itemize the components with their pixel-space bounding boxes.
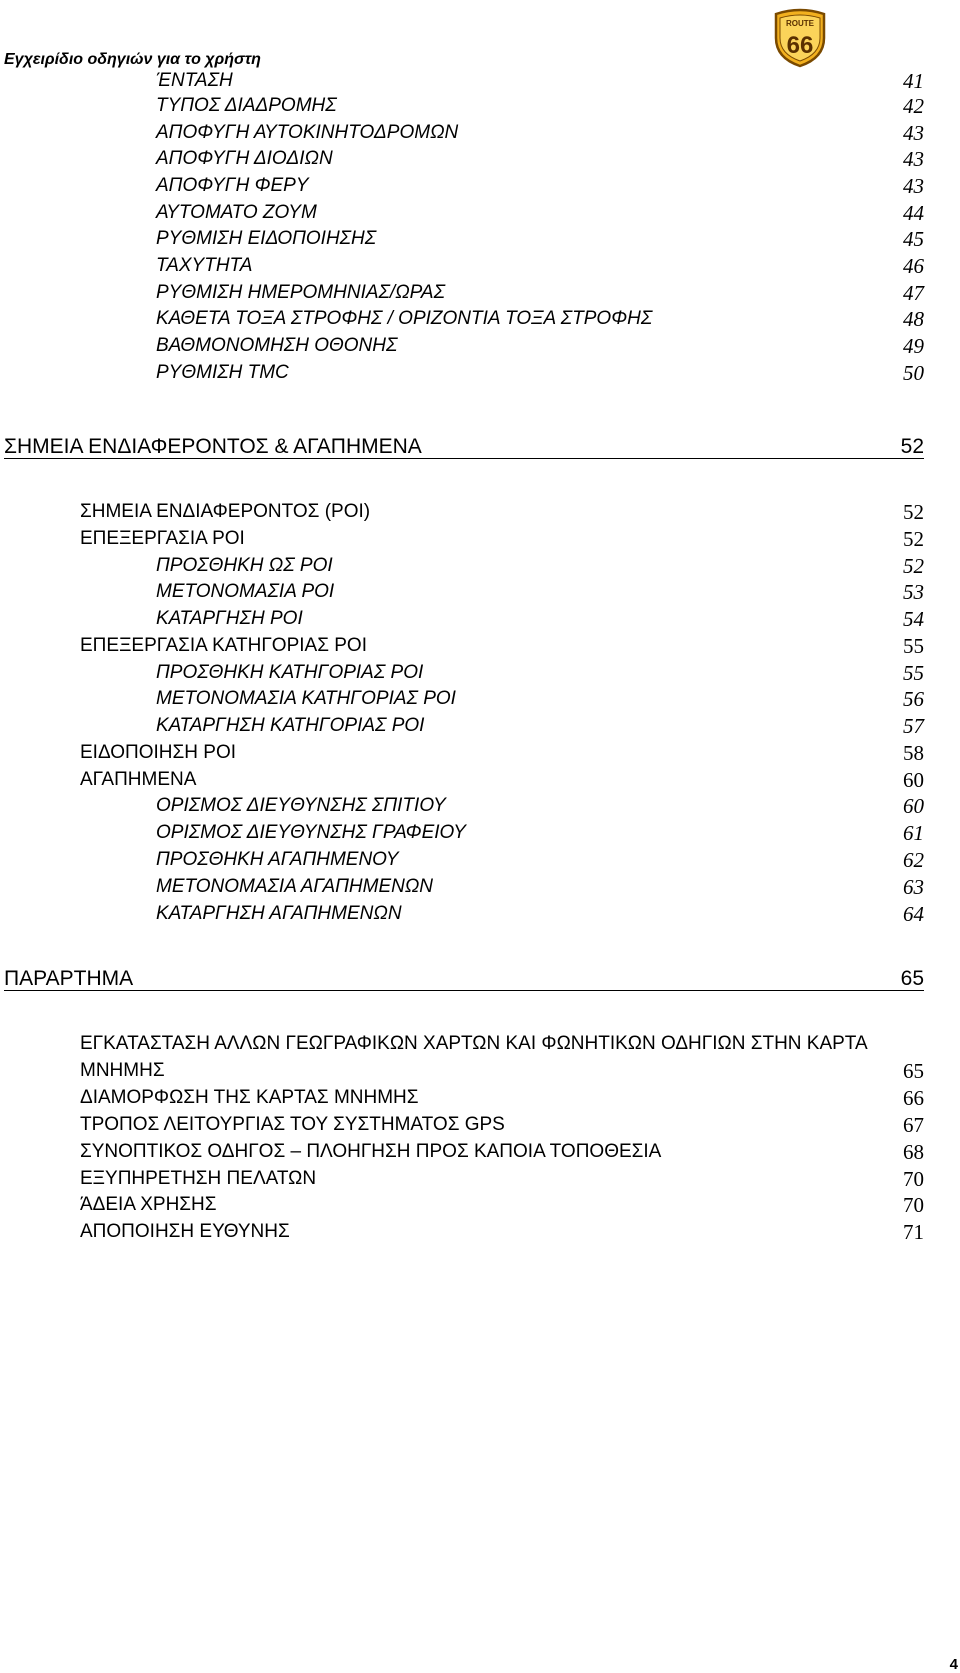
route66-logo bbox=[772, 8, 828, 68]
svg-text:66: 66 bbox=[786, 32, 814, 59]
toc-entry[interactable]: ΕΙΔΟΠΟΙΗΣΗ POI 58 bbox=[80, 741, 924, 765]
toc-entry[interactable]: ΔΙΑΜΟΡΦΩΣΗ ΤΗΣ ΚΑΡΤΑΣ ΜΝΗΜΗΣ 66 bbox=[80, 1086, 924, 1110]
toc-entry[interactable]: ΠΡΟΣΘΗΚΗ ΑΓΑΠΗΜΕΝΟΥ 62 bbox=[156, 848, 924, 872]
toc-entry[interactable]: ΤΡΟΠΟΣ ΛΕΙΤΟΥΡΓΙΑΣ ΤΟΥ ΣΥΣΤΗΜΑΤΟΣ GPS 67 bbox=[80, 1113, 924, 1137]
page-number: 4 bbox=[949, 1656, 958, 1673]
toc-entry[interactable]: ΠΡΟΣΘΗΚΗ ΚΑΤΗΓΟΡΙΑΣ POI 55 bbox=[156, 661, 924, 685]
toc-entry[interactable]: ΑΠΟΦΥΓΗ ΦΕΡΥ 43 bbox=[156, 174, 924, 198]
toc-entry[interactable]: ΚΑΤΑΡΓΗΣΗ ΑΓΑΠΗΜΕΝΩΝ 64 bbox=[156, 902, 924, 926]
toc-entry[interactable]: ΚΑΘΕΤΑ ΤΟΞΑ ΣΤΡΟΦΗΣ / ΟΡΙΖΟΝΤΙΑ ΤΟΞΑ ΣΤΡΟΦΗΣ 48 bbox=[156, 307, 924, 331]
toc-entry[interactable]: ΟΡΙΣΜΟΣ ΔΙΕΥΘΥΝΣΗΣ ΓΡΑΦΕΙΟΥ 61 bbox=[156, 821, 924, 845]
toc-entry[interactable]: ΒΑΘΜΟΝΟΜΗΣΗ ΟΘΟΝΗΣ 49 bbox=[156, 334, 924, 358]
toc-entry[interactable]: ΠΡΟΣΘΗΚΗ ΩΣ POI 52 bbox=[156, 554, 924, 578]
toc-entry[interactable]: ΕΠΕΞΕΡΓΑΣΙΑ POI 52 bbox=[80, 527, 924, 551]
toc-entry[interactable]: ΣΗΜΕΙΑ ΕΝΔΙΑΦΕΡΟΝΤΟΣ (POI) 52 bbox=[80, 500, 924, 524]
toc-entry[interactable]: ΤΑΧΥΤΗΤΑ 46 bbox=[156, 254, 924, 278]
toc-entry[interactable]: ΑΠΟΦΥΓΗ ΑΥΤΟΚΙΝΗΤΟΔΡΟΜΩΝ 43 bbox=[156, 121, 924, 145]
toc-entry[interactable]: ΜΕΤΟΝΟΜΑΣΙΑ ΚΑΤΗΓΟΡΙΑΣ POI 56 bbox=[156, 687, 924, 711]
toc-entry[interactable]: ΈΝΤΑΣΗ 41 bbox=[156, 69, 924, 93]
toc-entry[interactable]: ΑΠΟΦΥΓΗ ΔΙΟΔΙΩΝ 43 bbox=[156, 147, 924, 171]
toc-entry[interactable]: ΚΑΤΑΡΓΗΣΗ POI 54 bbox=[156, 607, 924, 631]
toc-entry[interactable]: ΕΓΚΑΤΑΣΤΑΣΗ ΑΛΛΩΝ ΓΕΩΓΡΑΦΙΚΩΝ ΧΑΡΤΩΝ ΚΑΙ ΦΩΝΗΤΙΚΩΝ ΟΔΗΓΙΩΝ ΣΤΗΝ ΚΑΡΤΑ bbox=[80, 1033, 868, 1054]
svg-text:ROUTE: ROUTE bbox=[786, 19, 814, 28]
toc-entry[interactable]: ΣΥΝΟΠΤΙΚΟΣ ΟΔΗΓΟΣ – ΠΛΟΗΓΗΣΗ ΠΡΟΣ ΚΑΠΟΙΑ ΤΟΠΟΘΕΣΙΑ 68 bbox=[80, 1140, 924, 1164]
toc-entry[interactable]: ΕΠΕΞΕΡΓΑΣΙΑ ΚΑΤΗΓΟΡΙΑΣ POI 55 bbox=[80, 634, 924, 658]
toc-entry[interactable]: ΜΕΤΟΝΟΜΑΣΙΑ POI 53 bbox=[156, 580, 924, 604]
toc-entry[interactable]: ΆΔΕΙΑ ΧΡΗΣΗΣ 70 bbox=[80, 1193, 924, 1217]
toc-entry[interactable]: ΕΞΥΠΗΡΕΤΗΣΗ ΠΕΛΑΤΩΝ 70 bbox=[80, 1167, 924, 1191]
toc-section-heading[interactable]: ΠΑΡΑΡΤΗΜΑ 65 bbox=[4, 967, 924, 990]
toc-entry[interactable]: ΤΥΠΟΣ ΔΙΑΔΡΟΜΗΣ 42 bbox=[156, 94, 924, 118]
toc-entry[interactable]: ΑΥΤΟΜΑΤΟ ΖΟΥΜ 44 bbox=[156, 201, 924, 225]
toc-entry[interactable]: ΜΕΤΟΝΟΜΑΣΙΑ ΑΓΑΠΗΜΕΝΩΝ 63 bbox=[156, 875, 924, 899]
header-title: Εγχειρίδιο οδηγιών για το χρήστη bbox=[4, 51, 261, 68]
toc-entry[interactable]: ΡΥΘΜΙΣΗ ΗΜΕΡΟΜΗΝΙΑΣ/ΩΡΑΣ 47 bbox=[156, 281, 924, 305]
toc-entry[interactable]: ΡΥΘΜΙΣΗ ΕΙΔΟΠΟΙΗΣΗΣ 45 bbox=[156, 227, 924, 251]
toc-entry[interactable]: ΑΠΟΠΟΙΗΣΗ ΕΥΘΥΝΗΣ 71 bbox=[80, 1220, 924, 1244]
toc-entry[interactable]: ΡΥΘΜΙΣΗ TMC 50 bbox=[156, 361, 924, 385]
toc-section-heading[interactable]: ΣΗΜΕΙΑ ΕΝΔΙΑΦΕΡΟΝΤΟΣ & ΑΓΑΠΗΜΕΝΑ 52 bbox=[4, 435, 924, 458]
toc-entry[interactable]: ΜΝΗΜΗΣ 65 bbox=[80, 1059, 924, 1083]
toc-entry[interactable]: ΚΑΤΑΡΓΗΣΗ ΚΑΤΗΓΟΡΙΑΣ POI 57 bbox=[156, 714, 924, 738]
toc-entry[interactable]: ΑΓΑΠΗΜΕΝΑ 60 bbox=[80, 768, 924, 792]
toc-entry[interactable]: ΟΡΙΣΜΟΣ ΔΙΕΥΘΥΝΣΗΣ ΣΠΙΤΙΟΥ 60 bbox=[156, 794, 924, 818]
